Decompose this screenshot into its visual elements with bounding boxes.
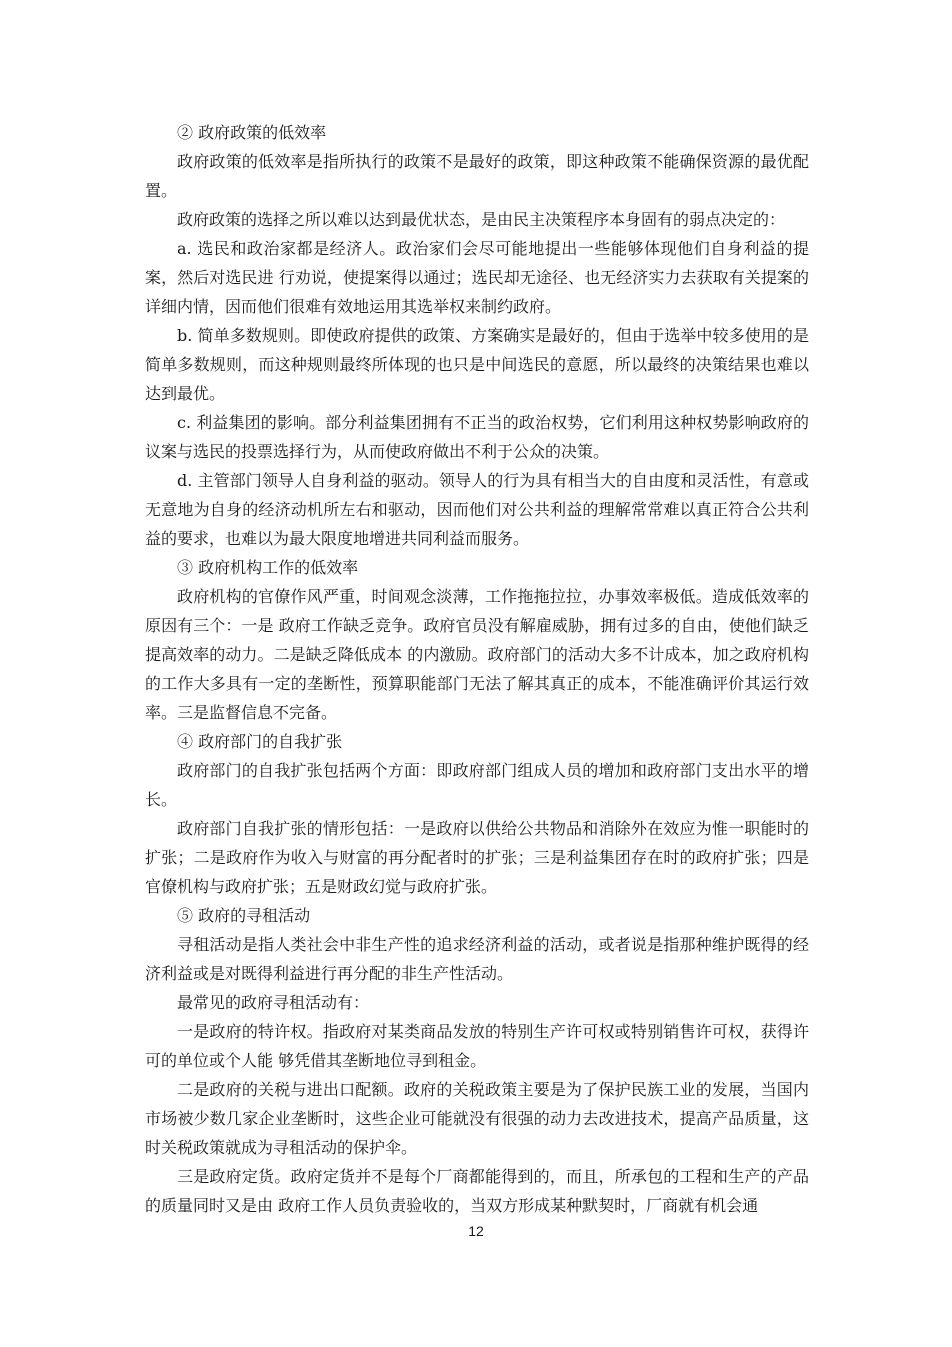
list-item-d: d. 主管部门领导人自身利益的驱动。领导人的行为具有相当大的自由度和灵活性，有意或无意地为自身的经济动机所左右和驱动，因而他们对公共利益的理解常常难以真正符合公共利益的要求，也难以为最大限度地增进共同利益而服务。 <box>145 471 809 548</box>
paragraph: 政府部门的自我扩张包括两个方面：即政府部门组成人员的增加和政府部门支出水平的增长。 <box>145 761 809 809</box>
paragraph: 政府机构的官僚作风严重，时间观念淡薄，工作拖拖拉拉，办事效率极低。造成低效率的原因有三个：一是 政府工作缺乏竞争。政府官员没有解雇威胁，拥有过多的自由，使他们缺乏提高效率的动力。二是缺乏降低成本 的内激励。政府部门的活动大多不计成本，加之政府机构的工作大多具有一定的垄断性，预算职能部门无法了解其真正的成本，不能准确评价其运行效率。三是监督信息不完备。 <box>145 587 809 722</box>
heading-policy-inefficiency: ② 政府政策的低效率 <box>177 123 327 142</box>
page-body <box>145 118 809 1220</box>
list-item-c: c. 利益集团的影响。部分利益集团拥有不正当的政治权势，它们利用这种权势影响政府的议案与选民的投票选择行为，从而使政府做出不利于公众的决策。 <box>145 413 809 461</box>
paragraph: 二是政府的关税与进出口配额。政府的关税政策主要是为了保护民族工业的发展，当国内市场被少数几家企业垄断时，这些企业可能就没有很强的动力去改进技术，提高产品质量，这时关税政策就成为寻租活动的保护伞。 <box>145 1080 809 1157</box>
paragraph: 寻租活动是指人类社会中非生产性的追求经济利益的活动，或者说是指那种维护既得的经济利益或是对既得利益进行再分配的非生产性活动。 <box>145 935 809 983</box>
list-item-a: a. 选民和政治家都是经济人。政治家们会尽可能地提出一些能够体现他们自身利益的提案，然后对选民进 行劝说，使提案得以通过；选民却无途径、也无经济实力去获取有关提案的详细内情，因而他们很难有效地运用其选举权来制约政府。 <box>145 239 809 316</box>
paragraph: 最常见的政府寻租活动有： <box>177 993 370 1012</box>
paragraph: 三是政府定货。政府定货并不是每个厂商都能得到的，而且，所承包的工程和生产的产品的质量同时又是由 政府工作人员负责验收的，当双方形成某种默契时，厂商就有机会通 <box>145 1167 809 1215</box>
heading-rent-seeking: ⑤ 政府的寻租活动 <box>177 906 311 925</box>
paragraph: 政府政策的选择之所以难以达到最优状态，是由民主决策程序本身固有的弱点决定的： <box>177 210 786 229</box>
list-item-b: b. 简单多数规则。即使政府提供的政策、方案确实是最好的，但由于选举中较多使用的是简单多数规则，而这种规则最终所体现的也只是中间选民的意愿，所以最终的决策结果也难以达到最优。 <box>145 326 809 403</box>
page-number: 12 <box>468 1223 484 1239</box>
paragraph: 政府政策的低效率是指所执行的政策不是最好的政策，即这种政策不能确保资源的最优配置。 <box>145 152 809 200</box>
paragraph: 政府部门自我扩张的情形包括：一是政府以供给公共物品和消除外在效应为惟一职能时的扩张；二是政府作为收入与财富的再分配者时的扩张；三是利益集团存在时的政府扩张；四是官僚机构与政府扩张；五是财政幻觉与政府扩张。 <box>145 819 809 896</box>
heading-self-expansion: ④ 政府部门的自我扩张 <box>177 732 343 751</box>
heading-agency-inefficiency: ③ 政府机构工作的低效率 <box>177 558 359 577</box>
paragraph: 一是政府的特许权。指政府对某类商品发放的特别生产许可权或特别销售许可权，获得许可的单位或个人能 够凭借其垄断地位寻到租金。 <box>145 1022 809 1070</box>
